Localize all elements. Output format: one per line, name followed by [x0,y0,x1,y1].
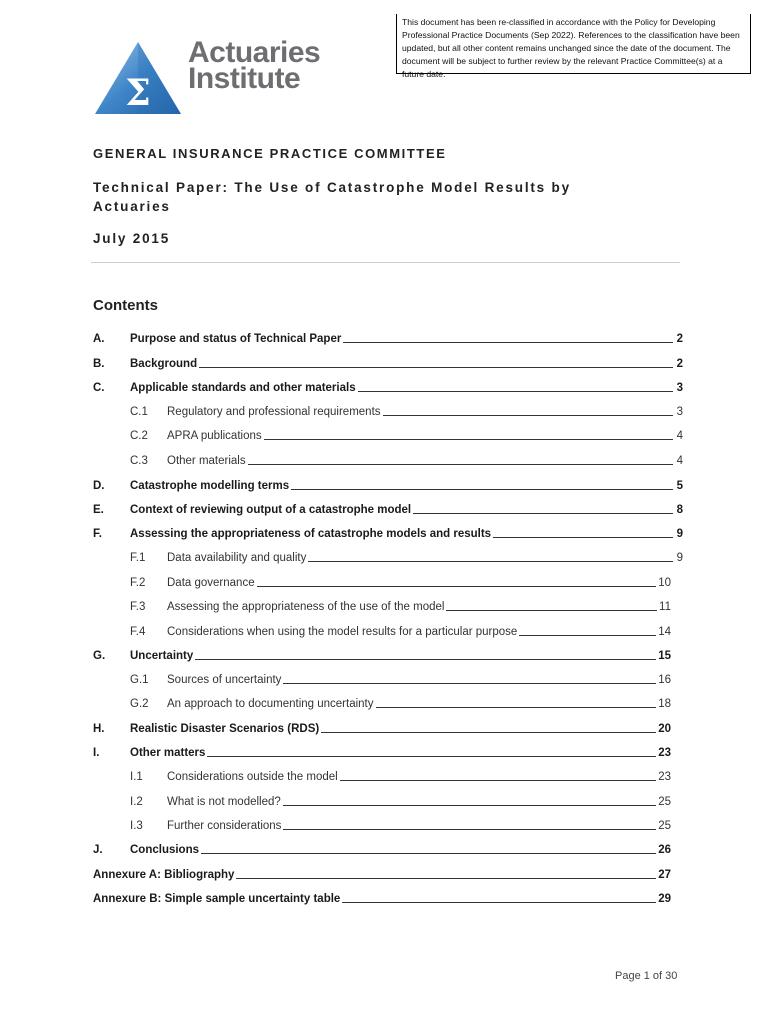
toc-entry-page: 25 [658,820,671,832]
contents-heading: Contents [93,297,158,314]
toc-leader-line [207,756,656,757]
toc-entry[interactable] [93,501,683,517]
toc-leader-line [264,439,673,440]
toc-entry-number: C.3 [130,455,148,467]
toc-entry-page: 23 [658,771,671,783]
toc-entry-number: H. [93,723,105,735]
toc-entry-page: 18 [658,698,671,710]
toc-entry-page: 9 [676,528,683,540]
toc-entry-page: 20 [658,723,671,735]
toc-entry-label: Data governance [167,577,255,589]
toc-entry[interactable] [93,623,683,639]
toc-entry[interactable] [93,768,683,784]
toc-entry-page: 29 [658,893,671,905]
toc-entry-page: 15 [658,650,671,662]
toc-entry[interactable] [93,525,683,541]
toc-leader-line [340,780,657,781]
toc-entry[interactable] [93,890,683,906]
toc-entry-page: 4 [676,430,683,442]
toc-entry-page: 3 [676,382,683,394]
toc-entry-page: 11 [659,601,671,613]
toc-entry-number: F.4 [130,626,146,638]
toc-leader-line [376,707,657,708]
toc-entry-number: I. [93,747,100,759]
toc-entry-label: Annexure B: Simple sample uncertainty table [93,893,341,905]
toc-leader-line [343,342,673,343]
toc-entry-label: Other matters [130,747,206,759]
logo-sigma: Σ [125,72,151,114]
title-divider [91,262,680,263]
toc-entry[interactable] [93,793,683,809]
toc-leader-line [257,586,657,587]
toc-entry[interactable] [93,330,683,346]
toc-entry-number: C.1 [130,406,148,418]
toc-leader-line [358,391,673,392]
toc-entry-label: Sources of uncertainty [167,674,282,686]
reclassification-notice: This document has been re-classified in accordance with the Policy for Developing Professional Practice Documents (Sep 2022). References to the classification have been updated, but all other content remains unchanged since the date of the document. The document will be subject to further review by the relevant Practice Committee(s) at a future date. [396,14,751,74]
toc-leader-line [248,464,673,465]
toc-entry[interactable] [93,866,683,882]
toc-entry-page: 25 [658,796,671,808]
toc-entry-page: 14 [658,626,671,638]
toc-entry-label: Further considerations [167,820,282,832]
toc-entry-label: Regulatory and professional requirements [167,406,381,418]
toc-entry[interactable] [93,720,683,736]
logo-line-1: Actuaries [188,36,321,69]
toc-entry-label: Realistic Disaster Scenarios (RDS) [130,723,320,735]
toc-entry-page: 9 [676,552,683,564]
toc-entry-number: I.1 [130,771,143,783]
toc-entry-page: 4 [676,455,683,467]
toc-entry-label: Applicable standards and other materials [130,382,356,394]
toc-leader-line [321,732,656,733]
toc-entry-label: Conclusions [130,844,200,856]
toc-entry-number: D. [93,480,105,492]
toc-entry-label: An approach to documenting uncertainty [167,698,374,710]
toc-entry-label: Considerations outside the model [167,771,338,783]
toc-entry-label: Uncertainty [130,650,194,662]
logo-line-2: Institute [188,62,301,95]
toc-entry[interactable] [93,452,683,468]
committee-name: GENERAL INSURANCE PRACTICE COMMITTEE [93,146,447,161]
page-number: Page 1 of 30 [615,970,678,982]
toc-leader-line [199,367,673,368]
toc-entry[interactable] [93,574,683,590]
toc-leader-line [446,610,657,611]
toc-leader-line [195,659,656,660]
toc-entry-number: I.2 [130,796,143,808]
toc-entry-page: 5 [676,480,683,492]
toc-entry-label: Purpose and status of Technical Paper [130,333,342,345]
toc-entry[interactable] [93,647,683,663]
toc-entry-number: F.1 [130,552,146,564]
toc-entry[interactable] [93,817,683,833]
toc-entry-page: 3 [676,406,683,418]
toc-entry[interactable] [93,477,683,493]
toc-entry-label: Other materials [167,455,246,467]
toc-entry-label: Annexure A: Bibliography [93,869,235,881]
toc-leader-line [201,853,656,854]
toc-entry-label: What is not modelled? [167,796,281,808]
toc-entry-page: 2 [676,333,683,345]
toc-leader-line [283,683,656,684]
toc-entry-label: Assessing the appropriateness of the use of the model [167,601,445,613]
logo-triangle-icon [93,40,183,116]
toc-entry-label: Catastrophe modelling terms [130,480,290,492]
toc-leader-line [308,561,673,562]
toc-leader-line [519,635,656,636]
toc-entry-page: 27 [658,869,671,881]
toc-entry-page: 26 [658,844,671,856]
toc-entry-number: G. [93,650,106,662]
toc-entry[interactable] [93,355,683,371]
paper-title: Technical Paper: The Use of Catastrophe Model Results by Actuaries [93,180,571,214]
toc-entry-label: Data availability and quality [167,552,307,564]
toc-leader-line [283,805,656,806]
toc-entry-page: 16 [658,674,671,686]
toc-entry-number: G.1 [130,674,149,686]
toc-leader-line [342,902,656,903]
toc-entry-label: APRA publications [167,430,262,442]
toc-entry[interactable] [93,549,683,565]
toc-entry-page: 10 [658,577,671,589]
toc-leader-line [283,829,656,830]
toc-entry-page: 8 [676,504,683,516]
toc-leader-line [383,415,673,416]
toc-leader-line [413,513,673,514]
toc-entry-number: F. [93,528,102,540]
toc-entry-label: Context of reviewing output of a catastrophe model [130,504,412,516]
toc-entry-number: I.3 [130,820,143,832]
logo-wordmark [188,36,321,95]
toc-entry-page: 2 [676,358,683,370]
toc-entry-page: 23 [658,747,671,759]
toc-entry-label: Assessing the appropriateness of catastrophe models and results [130,528,492,540]
toc-entry[interactable] [93,403,683,419]
actuaries-institute-logo [93,36,341,116]
toc-entry[interactable] [93,427,683,443]
publication-date: July 2015 [93,231,170,246]
toc-entry-label: Background [130,358,198,370]
toc-leader-line [493,537,673,538]
toc-entry-number: C.2 [130,430,148,442]
toc-entry-number: J. [93,844,103,856]
toc-entry-number: F.3 [130,601,146,613]
toc-entry[interactable] [93,598,683,614]
toc-entry[interactable] [93,671,683,687]
toc-entry[interactable] [93,695,683,711]
toc-leader-line [236,878,656,879]
toc-entry-number: F.2 [130,577,146,589]
toc-leader-line [291,489,673,490]
toc-entry-number: C. [93,382,105,394]
toc-entry-number: G.2 [130,698,149,710]
toc-entry[interactable] [93,744,683,760]
toc-entry-number: E. [93,504,104,516]
toc-entry[interactable] [93,379,683,395]
toc-entry-label: Considerations when using the model results for a particular purpose [167,626,518,638]
toc-entry-number: A. [93,333,105,345]
toc-entry[interactable] [93,841,683,857]
toc-entry-number: B. [93,358,105,370]
